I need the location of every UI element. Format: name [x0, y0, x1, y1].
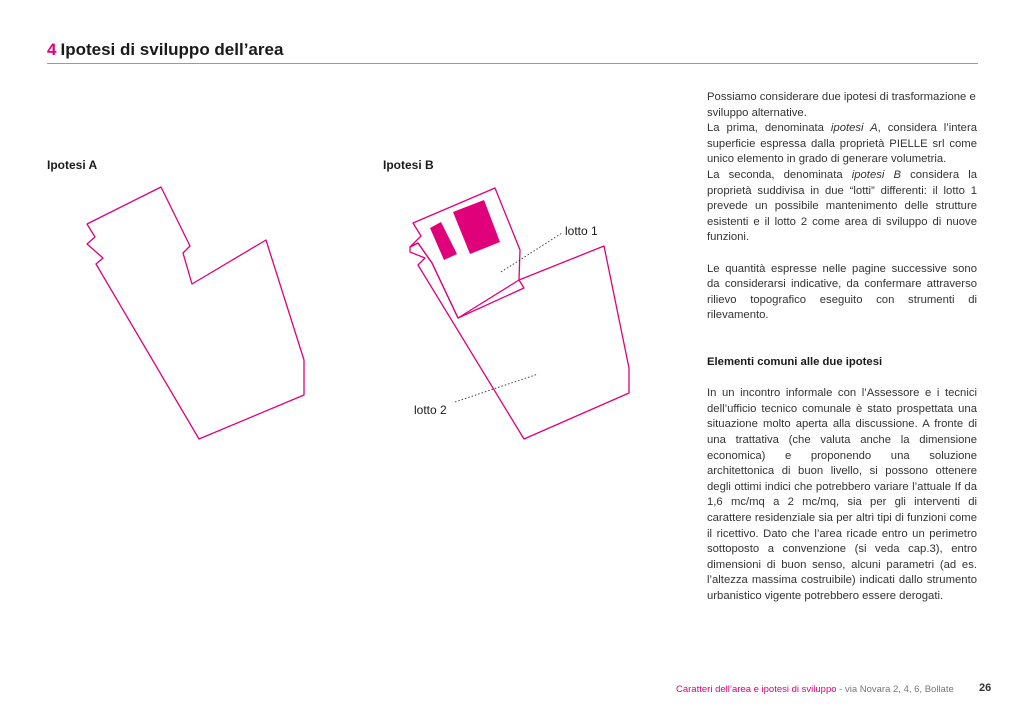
footer-address: - via Novara 2, 4, 6, Bollate: [836, 684, 954, 695]
chapter-number: 4: [47, 40, 57, 59]
text-column: [707, 90, 977, 605]
footer-caption: [676, 684, 954, 695]
paragraph-hypothesis-a: La prima, denominata ipotesi A, considera l’intera superficie espressa dalla proprietà PIELLE srl come unico elemento in grado di generare volumetria.: [707, 122, 977, 166]
lotto2-label: lotto 2: [414, 403, 447, 417]
lotto2-leader: [455, 374, 538, 402]
hypothesis-b-term: ipotesi B: [851, 168, 902, 181]
chapter-title: Ipotesi di sviluppo dell’area: [60, 40, 284, 59]
section-heading: Elementi comuni alle due ipotesi: [707, 356, 883, 369]
paragraph-quantities: Le quantità espresse nelle pagine successive sono da considerarsi indicative, da confermare attraverso rilievo topografico eseguito con strumenti di rilevamento.: [707, 262, 977, 322]
paragraph-common-elements: In un incontro informale con l’Assessore e i tecnici dell’ufficio tecnico comunale è stato prospettata una situazione molto aperta alla discussione. A fronte di una trattativa (che valuta anche la dimensione economica) e proponendo una soluzione architettonica di buon livello, si possono ottenere degli ottimi indici che potrebbero variare l’attuale If da 1,6 mc/mq a 2 mc/mq, sia per gli interventi di carattere residenziale sia per altri tipi di funzioni come il ricettivo. Dato che l’area ricade entro un perimetro sottoposto a convenzione (si veda cap.3), entro dimensioni di buon senso, alcuni parametri (ad es. l’altezza massima costruibile) indicati dallo strumento urbanistico vigente potrebbero essere derogati.: [707, 387, 977, 602]
hypothesis-b-label: Ipotesi B: [383, 158, 434, 172]
hypothesis-a-outline: [87, 187, 304, 439]
existing-building-2: [453, 200, 500, 254]
paragraph-hypothesis-b: La seconda, denominata ipotesi B considera la proprietà suddivisa in due “lotti” differenti: il lotto 1 prevede un possibile mantenimento delle strutture esistenti e il lotto 2 come area di sviluppo di nuove funzioni.: [707, 168, 977, 244]
footer-title: Caratteri dell’area e ipotesi di sviluppo: [676, 684, 837, 695]
page-number: 26: [979, 682, 992, 694]
paragraph-intro: Possiamo considerare due ipotesi di trasformazione e sviluppo alternative.: [707, 91, 976, 119]
hypothesis-a-label: Ipotesi A: [47, 158, 98, 172]
lotto1-label: lotto 1: [565, 224, 598, 238]
existing-building-1: [430, 222, 457, 260]
hypothesis-a-term: ipotesi A: [830, 122, 878, 135]
